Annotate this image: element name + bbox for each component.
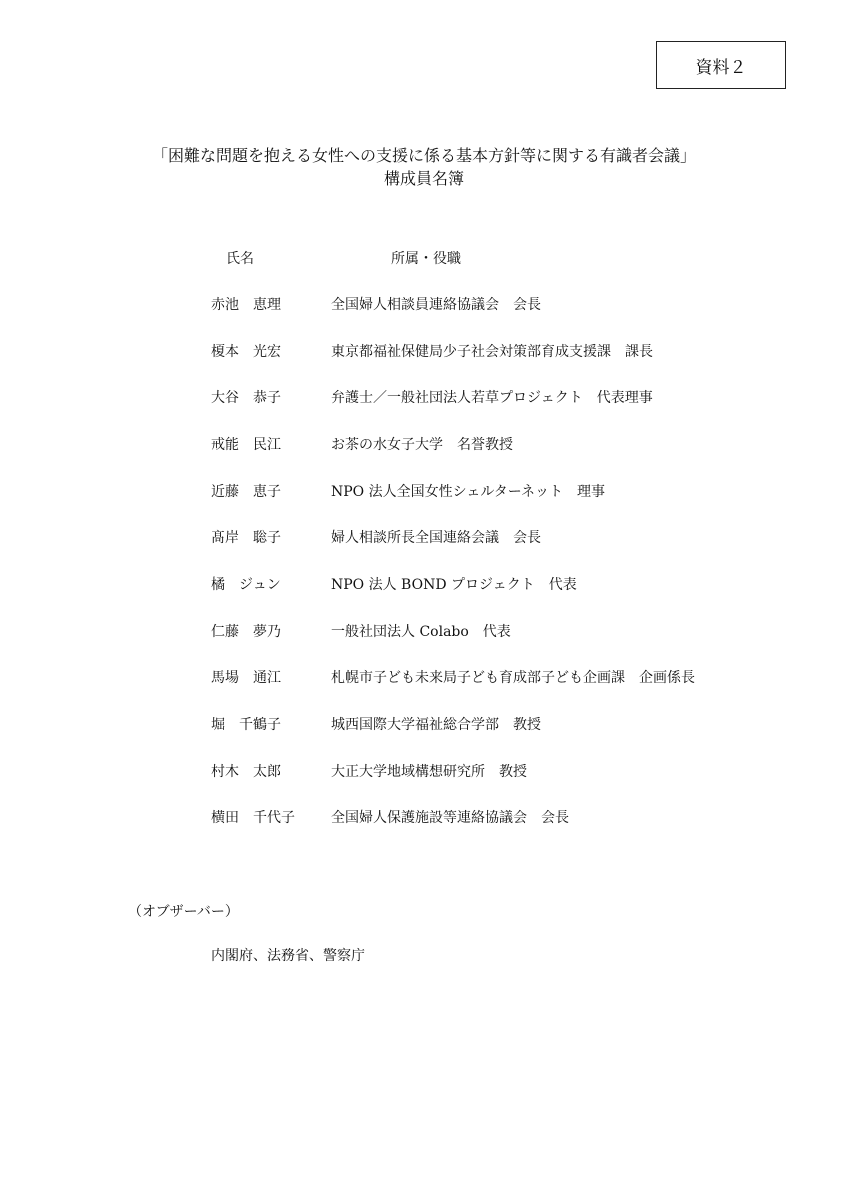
member-affiliation: 弁護士／一般社団法人若草プロジェクト 代表理事	[331, 390, 653, 406]
member-affiliation: 全国婦人相談員連絡協議会 会長	[331, 297, 541, 313]
member-affiliation: お茶の水女子大学 名誉教授	[331, 437, 513, 453]
member-row	[0, 761, 848, 783]
member-row	[0, 341, 848, 363]
column-header-name: 氏名	[226, 251, 254, 267]
member-name: 村木 太郎	[211, 764, 281, 780]
member-name: 戒能 民江	[211, 437, 281, 453]
member-affiliation: 東京都福祉保健局少子社会対策部育成支援課 課長	[331, 344, 653, 360]
member-row	[0, 434, 848, 456]
member-row	[0, 714, 848, 736]
member-affiliation: 大正大学地域構想研究所 教授	[331, 764, 527, 780]
member-row	[0, 387, 848, 409]
member-row	[0, 667, 848, 689]
member-affiliation: 婦人相談所長全国連絡会議 会長	[331, 530, 541, 546]
document-title: 「困難な問題を抱える女性への支援に係る基本方針等に関する有識者会議」	[151, 146, 696, 165]
member-name: 馬場 通江	[211, 670, 281, 686]
member-row	[0, 294, 848, 316]
member-affiliation: NPO 法人全国女性シェルターネット 理事	[331, 484, 606, 500]
member-affiliation: 一般社団法人 Colabo 代表	[331, 624, 511, 640]
observer-list: 内閣府、法務省、警察庁	[211, 948, 365, 964]
member-row	[0, 527, 848, 549]
member-affiliation: 全国婦人保護施設等連絡協議会 会長	[331, 810, 569, 826]
member-affiliation: 城西国際大学福祉総合学部 教授	[331, 717, 541, 733]
member-row	[0, 574, 848, 596]
member-name: 榎本 光宏	[211, 344, 281, 360]
member-row	[0, 621, 848, 643]
member-name: 横田 千代子	[211, 810, 295, 826]
column-header-affiliation: 所属・役職	[391, 251, 461, 267]
member-name: 大谷 恭子	[211, 390, 281, 406]
member-row	[0, 481, 848, 503]
member-name: 仁藤 夢乃	[211, 624, 281, 640]
member-affiliation: NPO 法人 BOND プロジェクト 代表	[331, 577, 577, 593]
member-name: 赤池 恵理	[211, 297, 281, 313]
observer-heading: （オブザーバー）	[128, 904, 239, 920]
document-label: 資料２	[695, 57, 747, 78]
document-subtitle: 構成員名簿	[383, 169, 464, 188]
document-label-box	[656, 41, 786, 89]
member-affiliation: 札幌市子ども未来局子ども育成部子ども企画課 企画係長	[331, 670, 695, 686]
member-name: 堀 千鶴子	[211, 717, 281, 733]
member-name: 髙岸 聡子	[211, 530, 281, 546]
member-name: 近藤 恵子	[211, 484, 281, 500]
member-name: 橘 ジュン	[211, 577, 281, 593]
member-row	[0, 807, 848, 829]
